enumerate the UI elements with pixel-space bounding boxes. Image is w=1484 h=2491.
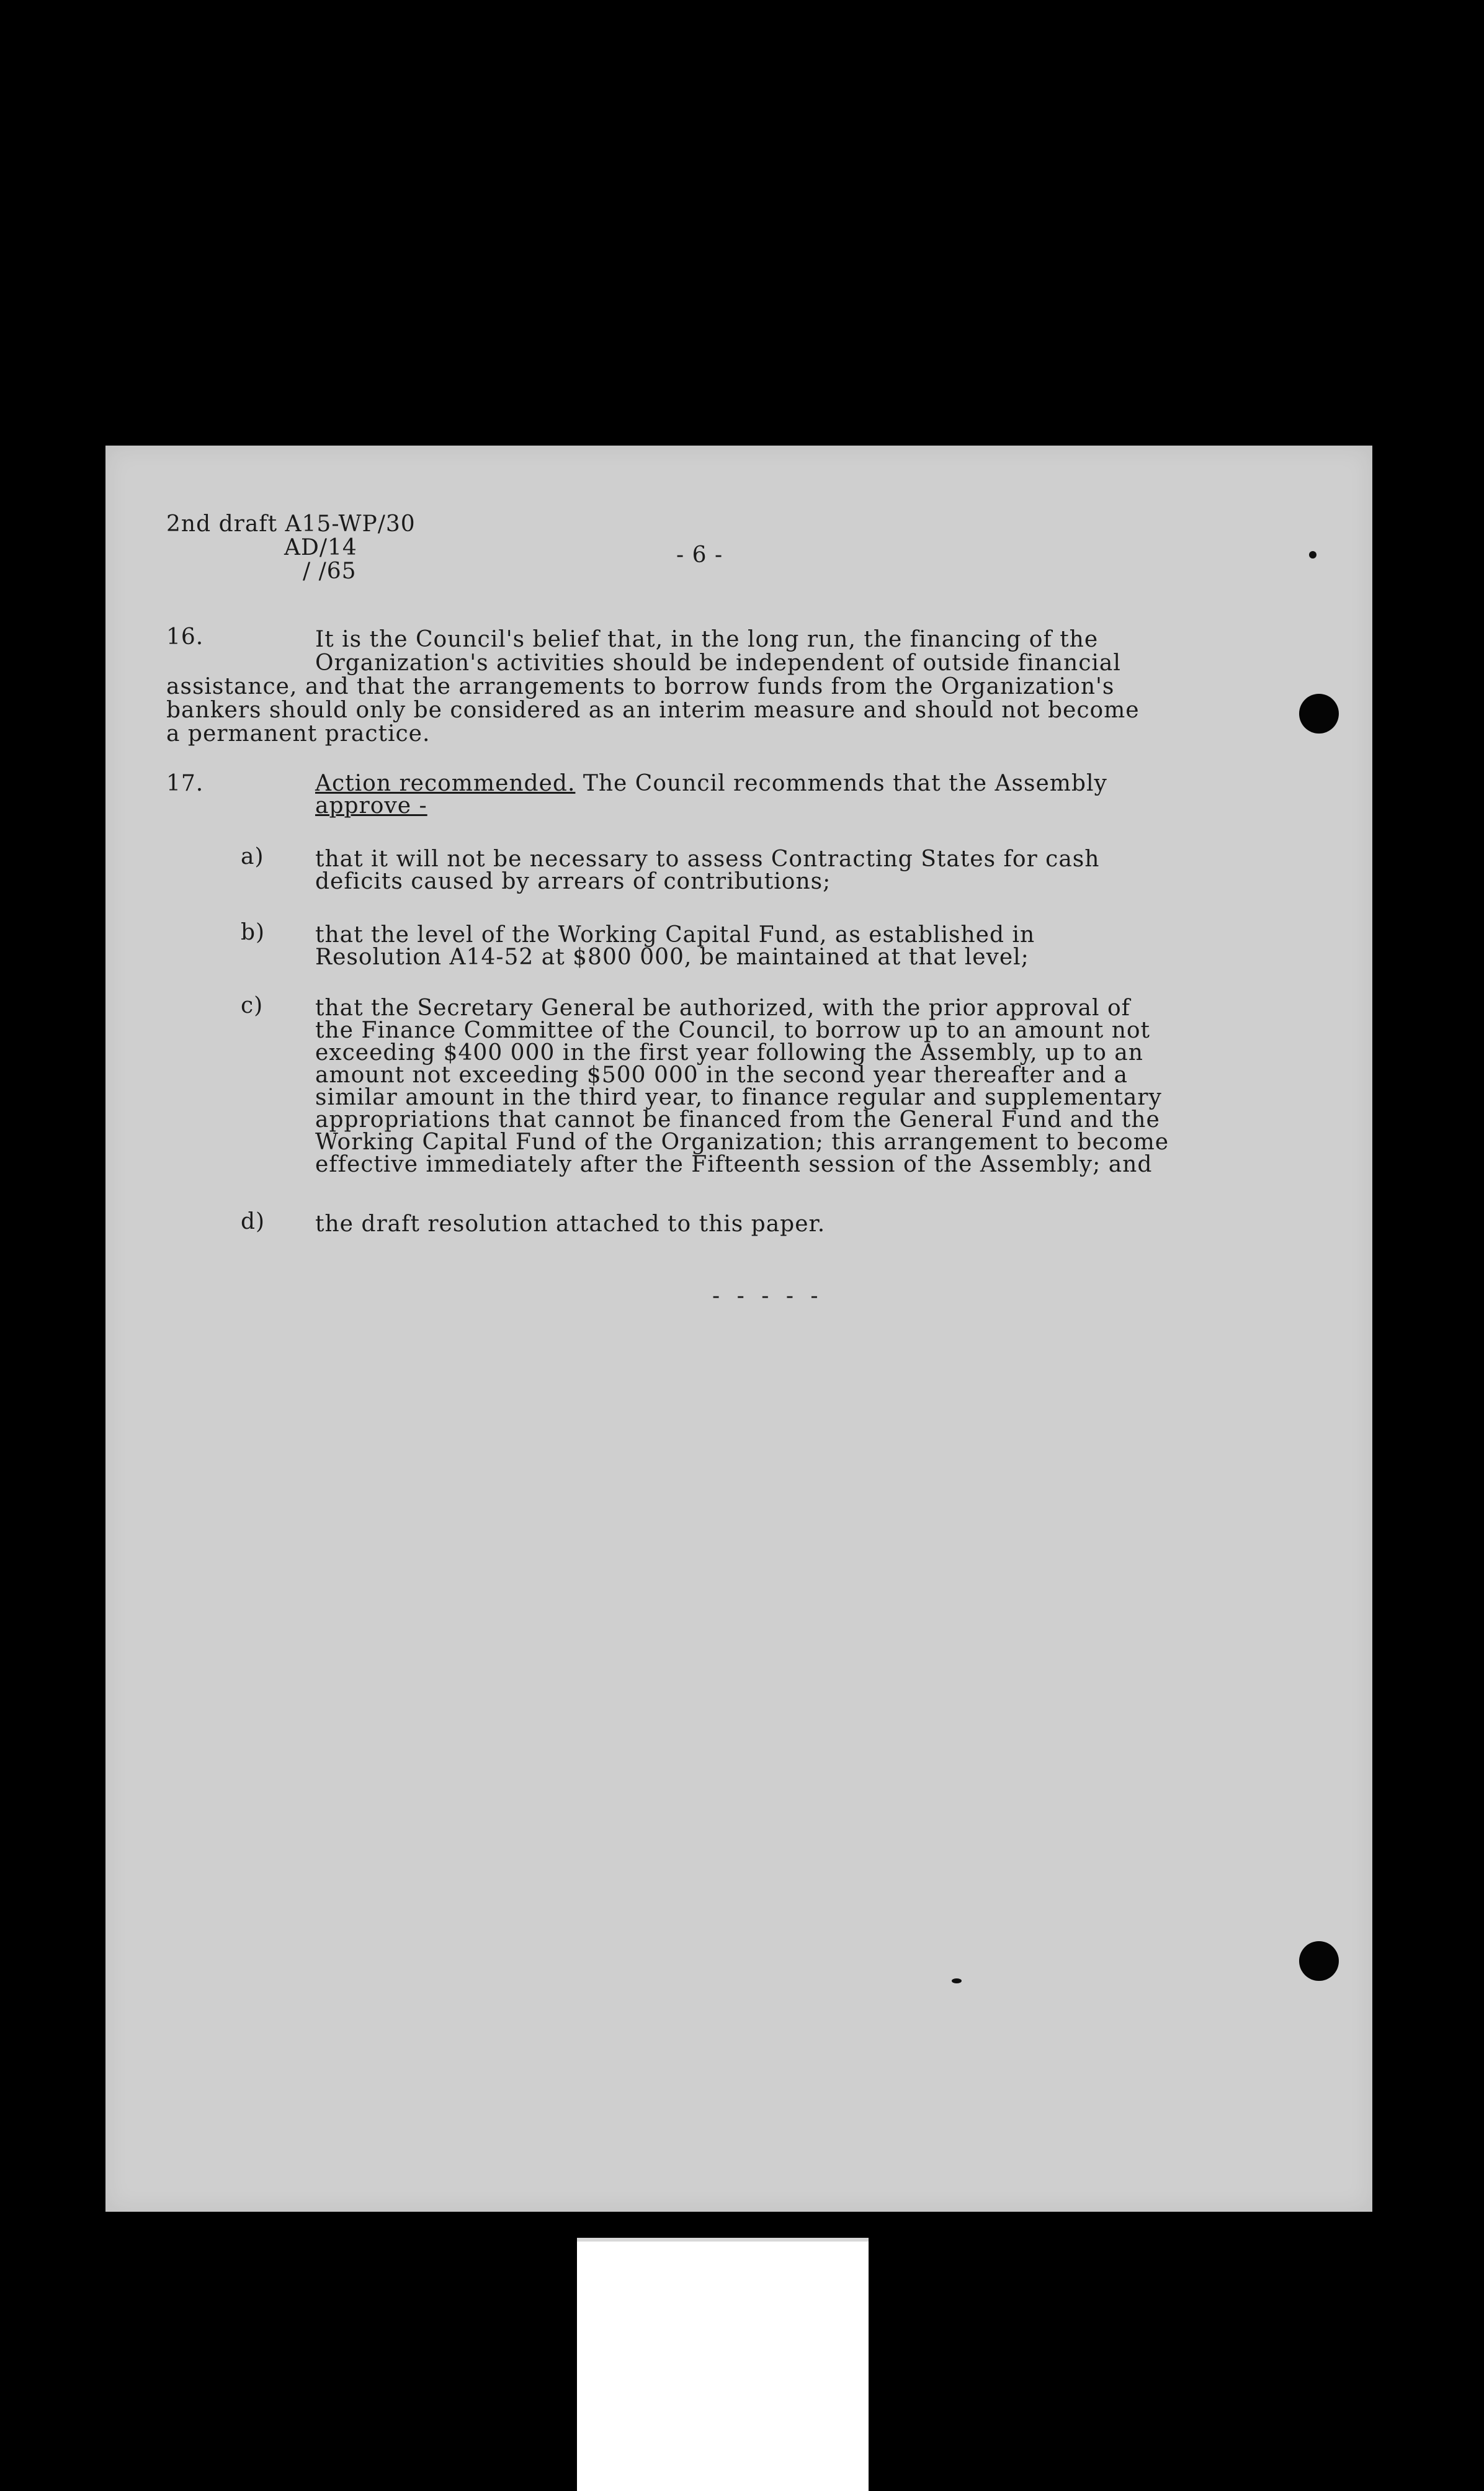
reference-line-1: 2nd draft A15-WP/30 [166,511,416,537]
item-d-label: d) [241,1209,266,1234]
paragraph-17-number: 17. [166,771,204,796]
paragraph-16-line-4: bankers should only be considered as an interim measure and should not become [166,698,1140,723]
end-of-section-mark: - - - - - [712,1283,823,1309]
item-c-line-3: exceeding $400 000 in the first year following the Assembly, up to an [315,1040,1143,1066]
paragraph-17-line-2: approve - [315,793,427,819]
item-c-label: c) [241,993,264,1018]
item-a-line-1: that it will not be necessary to assess Contracting States for cash [315,846,1100,872]
item-b-line-2: Resolution A14-52 at $800 000, be maintained at that level; [315,945,1029,970]
blank-card [577,2238,869,2491]
item-c-line-5: similar amount in the third year, to finance regular and supplementary [315,1085,1162,1110]
paragraph-16-line-1: It is the Council's belief that, in the long run, the financing of the [315,627,1099,652]
item-b-label: b) [241,920,266,945]
document-reference [166,513,416,583]
item-a-line-2: deficits caused by arrears of contributions; [315,869,831,894]
item-c-line-8: effective immediately after the Fifteenth session of the Assembly; and [315,1152,1153,1177]
page-number: - 6 - [676,542,723,568]
item-d-line-1: the draft resolution attached to this paper. [315,1211,826,1237]
speck-mark [1309,551,1316,559]
item-b-line-1: that the level of the Working Capital Fund, as established in [315,922,1035,948]
paragraph-16-number: 16. [166,624,204,650]
item-c-line-6: appropriations that cannot be financed from the General Fund and the [315,1107,1160,1133]
document-page [105,446,1372,2212]
paragraph-16-line-2: Organization's activities should be independent of outside financial [315,650,1121,676]
item-c-line-1: that the Secretary General be authorized, with the prior approval of [315,995,1130,1021]
item-c-line-7: Working Capital Fund of the Organization; this arrangement to become [315,1129,1169,1155]
item-c-line-4: amount not exceeding $500 000 in the second year thereafter and a [315,1062,1129,1088]
paragraph-16-line-5: a permanent practice. [166,721,431,747]
action-recommended-heading: Action recommended. [315,771,576,796]
paragraph-17-line-1-rest: The Council recommends that the Assembly [583,771,1107,796]
reference-line-2: AD/14 [284,535,357,560]
paragraph-16-line-3: assistance, and that the arrangements to borrow funds from the Organization's [166,674,1115,699]
paragraph-17-line-1 [315,772,1107,796]
item-a-label: a) [241,844,264,869]
speck-mark [952,1978,962,1983]
punch-hole-top [1299,694,1339,734]
item-c-line-2: the Finance Committee of the Council, to borrow up to an amount not [315,1018,1151,1043]
punch-hole-bottom [1299,1941,1339,1981]
reference-line-3: / /65 [303,559,357,584]
